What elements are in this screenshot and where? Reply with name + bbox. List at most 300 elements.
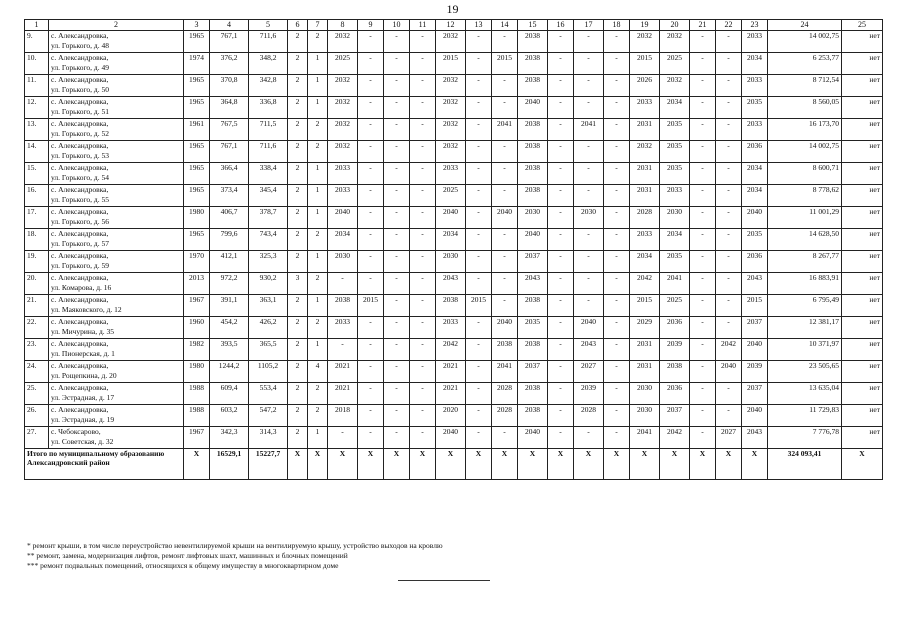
data-cell: 1965 <box>184 97 210 119</box>
data-cell: 2 <box>288 361 308 383</box>
data-cell: 412,1 <box>210 251 249 273</box>
data-cell: 1 <box>308 339 328 361</box>
cost-cell: 8 778,62 <box>768 185 842 207</box>
data-cell: 345,4 <box>249 185 288 207</box>
data-cell: 2032 <box>436 75 466 97</box>
data-cell: - <box>604 273 630 295</box>
data-cell: 1961 <box>184 119 210 141</box>
data-cell: - <box>604 295 630 317</box>
data-cell: - <box>410 97 436 119</box>
data-cell: 2028 <box>630 207 660 229</box>
data-cell: - <box>604 339 630 361</box>
data-cell: - <box>384 141 410 163</box>
data-cell: - <box>716 97 742 119</box>
data-cell: 1 <box>308 295 328 317</box>
data-cell: 2041 <box>492 119 518 141</box>
data-cell: - <box>690 361 716 383</box>
address-line: с. Александровка, <box>51 405 109 414</box>
data-cell: - <box>384 207 410 229</box>
data-cell: - <box>690 295 716 317</box>
data-cell: - <box>548 361 574 383</box>
data-cell: 2038 <box>518 119 548 141</box>
data-cell: 342,8 <box>249 75 288 97</box>
status-cell: нет <box>842 97 883 119</box>
data-cell: - <box>410 427 436 449</box>
column-number: 12 <box>436 20 466 31</box>
data-cell: 2043 <box>742 273 768 295</box>
status-cell: нет <box>842 361 883 383</box>
data-cell: 366,4 <box>210 163 249 185</box>
data-cell: - <box>690 405 716 427</box>
data-cell: - <box>466 383 492 405</box>
data-cell: - <box>410 207 436 229</box>
cost-cell: 10 371,97 <box>768 339 842 361</box>
data-cell: 1967 <box>184 295 210 317</box>
row-number: 19. <box>25 251 49 273</box>
data-cell: - <box>358 339 384 361</box>
footnote-basements: *** ремонт подвальных помещений, относящихся к общему имуществу в многоквартирном доме <box>27 561 339 570</box>
total-cell: Х <box>660 449 690 480</box>
address-line: ул. Горького, д. 48 <box>51 41 109 50</box>
data-cell: 2034 <box>660 229 690 251</box>
address-cell <box>49 97 184 119</box>
row-number: 9. <box>25 31 49 53</box>
data-cell: - <box>574 185 604 207</box>
data-cell: 2034 <box>660 97 690 119</box>
data-cell: 1965 <box>184 141 210 163</box>
data-cell: - <box>384 163 410 185</box>
data-cell: - <box>384 317 410 339</box>
data-cell: 2040 <box>328 207 358 229</box>
address-cell <box>49 405 184 427</box>
data-cell: 2030 <box>574 207 604 229</box>
row-number: 15. <box>25 163 49 185</box>
page-number: 19 <box>446 2 459 16</box>
data-cell: 767,1 <box>210 31 249 53</box>
data-cell: - <box>548 31 574 53</box>
data-cell: - <box>384 251 410 273</box>
data-cell: - <box>358 53 384 75</box>
data-cell: - <box>574 75 604 97</box>
column-number: 16 <box>548 20 574 31</box>
cost-cell: 23 505,65 <box>768 361 842 383</box>
data-cell: 2015 <box>436 53 466 75</box>
data-cell: - <box>604 53 630 75</box>
data-cell: 2021 <box>328 361 358 383</box>
data-cell: 1980 <box>184 361 210 383</box>
data-cell: - <box>466 31 492 53</box>
data-cell: - <box>358 97 384 119</box>
row-number: 13. <box>25 119 49 141</box>
column-number: 6 <box>288 20 308 31</box>
data-cell: - <box>690 229 716 251</box>
data-cell: - <box>466 339 492 361</box>
data-cell: 2031 <box>630 163 660 185</box>
total-cell: Х <box>328 449 358 480</box>
total-cell: Х <box>308 449 328 480</box>
data-cell: 743,4 <box>249 229 288 251</box>
data-cell: - <box>358 317 384 339</box>
cost-cell: 16 883,91 <box>768 273 842 295</box>
data-cell: - <box>492 229 518 251</box>
data-cell: - <box>716 75 742 97</box>
data-cell: 1965 <box>184 75 210 97</box>
data-cell: 2033 <box>328 163 358 185</box>
data-cell: 2038 <box>436 295 466 317</box>
data-cell: - <box>384 273 410 295</box>
data-cell: 767,5 <box>210 119 249 141</box>
address-line: ул. Горького, д. 59 <box>51 261 109 270</box>
data-cell: - <box>548 383 574 405</box>
data-cell: 1965 <box>184 163 210 185</box>
column-number: 10 <box>384 20 410 31</box>
address-line: ул. Горького, д. 57 <box>51 239 109 248</box>
data-cell: 2034 <box>630 251 660 273</box>
data-cell: 2038 <box>518 339 548 361</box>
data-cell: 2032 <box>436 119 466 141</box>
data-cell: - <box>604 361 630 383</box>
data-cell: - <box>574 427 604 449</box>
data-cell: 2040 <box>436 427 466 449</box>
data-cell: - <box>358 207 384 229</box>
total-cell: Х <box>384 449 410 480</box>
data-cell: - <box>384 97 410 119</box>
data-cell: 2021 <box>328 383 358 405</box>
data-cell: - <box>466 75 492 97</box>
total-cell: 324 093,41 <box>768 449 842 480</box>
status-cell: нет <box>842 295 883 317</box>
total-cell: Х <box>410 449 436 480</box>
status-cell: нет <box>842 31 883 53</box>
data-cell: 2030 <box>518 207 548 229</box>
data-cell: 1 <box>308 427 328 449</box>
address-cell <box>49 141 184 163</box>
total-cell: Х <box>492 449 518 480</box>
data-cell: 1980 <box>184 207 210 229</box>
data-cell: - <box>410 31 436 53</box>
row-number: 22. <box>25 317 49 339</box>
data-cell: - <box>358 141 384 163</box>
table-row <box>25 273 883 295</box>
data-cell: - <box>492 251 518 273</box>
table-row <box>25 97 883 119</box>
data-cell: 2039 <box>742 361 768 383</box>
data-cell: - <box>384 427 410 449</box>
row-number: 11. <box>25 75 49 97</box>
data-cell: - <box>604 75 630 97</box>
data-cell: - <box>690 383 716 405</box>
data-cell: 2040 <box>742 405 768 427</box>
data-cell: - <box>466 163 492 185</box>
data-cell: - <box>690 273 716 295</box>
data-cell: - <box>690 207 716 229</box>
data-cell: 2037 <box>660 405 690 427</box>
data-cell: 2032 <box>328 31 358 53</box>
total-cell: Х <box>436 449 466 480</box>
total-cell: Х <box>518 449 548 480</box>
data-cell: 2 <box>288 53 308 75</box>
data-cell: - <box>410 383 436 405</box>
data-cell: - <box>358 185 384 207</box>
data-cell: 1970 <box>184 251 210 273</box>
data-cell: 2032 <box>328 97 358 119</box>
data-cell: 2015 <box>492 53 518 75</box>
data-cell: 2040 <box>518 97 548 119</box>
address-cell <box>49 339 184 361</box>
data-cell: 1982 <box>184 339 210 361</box>
status-cell: нет <box>842 383 883 405</box>
data-cell: 2025 <box>660 53 690 75</box>
data-cell: - <box>548 251 574 273</box>
data-cell: - <box>716 207 742 229</box>
data-cell: - <box>492 295 518 317</box>
data-cell: - <box>384 53 410 75</box>
data-cell: - <box>548 163 574 185</box>
status-cell: нет <box>842 427 883 449</box>
data-cell: 1 <box>308 53 328 75</box>
data-cell: 2033 <box>630 97 660 119</box>
separator-line <box>398 580 490 581</box>
data-cell: - <box>410 405 436 427</box>
row-number: 16. <box>25 185 49 207</box>
data-cell: - <box>716 163 742 185</box>
status-cell: нет <box>842 53 883 75</box>
data-cell: 2 <box>288 141 308 163</box>
data-cell: - <box>384 119 410 141</box>
data-cell: - <box>384 229 410 251</box>
data-cell: - <box>716 31 742 53</box>
address-cell <box>49 427 184 449</box>
data-cell: - <box>410 163 436 185</box>
address-line: с. Александровка, <box>51 229 109 238</box>
data-cell: 2032 <box>630 141 660 163</box>
data-cell: 373,4 <box>210 185 249 207</box>
data-cell: - <box>410 75 436 97</box>
data-cell: - <box>384 383 410 405</box>
data-cell: - <box>410 251 436 273</box>
data-cell: 2033 <box>436 163 466 185</box>
data-cell: 2036 <box>660 317 690 339</box>
data-cell: - <box>716 53 742 75</box>
address-cell <box>49 383 184 405</box>
data-cell: 2041 <box>492 361 518 383</box>
data-cell: 2 <box>288 317 308 339</box>
status-cell: нет <box>842 339 883 361</box>
data-cell: 1960 <box>184 317 210 339</box>
data-cell: 378,7 <box>249 207 288 229</box>
table-row <box>25 207 883 229</box>
cost-cell: 14 002,75 <box>768 31 842 53</box>
data-cell: 325,3 <box>249 251 288 273</box>
total-cell: 15227,7 <box>249 449 288 480</box>
data-cell: - <box>358 251 384 273</box>
data-cell: 1988 <box>184 405 210 427</box>
data-cell: 2036 <box>742 251 768 273</box>
address-line: с. Александровка, <box>51 185 109 194</box>
data-cell: - <box>466 251 492 273</box>
data-cell: - <box>716 317 742 339</box>
data-cell: 2 <box>288 163 308 185</box>
data-cell: - <box>604 251 630 273</box>
data-cell: 2038 <box>660 361 690 383</box>
row-number: 18. <box>25 229 49 251</box>
data-cell: 454,2 <box>210 317 249 339</box>
data-cell: - <box>466 207 492 229</box>
data-cell: 2026 <box>630 75 660 97</box>
data-cell: 609,4 <box>210 383 249 405</box>
data-cell: 2043 <box>574 339 604 361</box>
table-row <box>25 339 883 361</box>
data-cell: 2033 <box>742 75 768 97</box>
address-line: ул. Горького, д. 49 <box>51 63 109 72</box>
total-cell: Х <box>716 449 742 480</box>
address-line: ул. Горького, д. 56 <box>51 217 109 226</box>
data-cell: 2 <box>288 207 308 229</box>
data-cell: 2035 <box>518 317 548 339</box>
total-cell: 16529,1 <box>210 449 249 480</box>
address-line: с. Чебоксарово, <box>51 427 101 436</box>
data-cell: 2039 <box>574 383 604 405</box>
table-row <box>25 405 883 427</box>
data-cell: 2038 <box>492 339 518 361</box>
data-cell: 2042 <box>436 339 466 361</box>
data-cell: 342,3 <box>210 427 249 449</box>
table-row <box>25 295 883 317</box>
data-cell: 799,6 <box>210 229 249 251</box>
data-cell: 2036 <box>742 141 768 163</box>
data-cell: - <box>690 163 716 185</box>
column-number: 2 <box>49 20 184 31</box>
data-cell: 1 <box>308 97 328 119</box>
data-cell: 376,2 <box>210 53 249 75</box>
column-number: 4 <box>210 20 249 31</box>
column-number: 5 <box>249 20 288 31</box>
data-cell: - <box>690 119 716 141</box>
data-cell: - <box>716 383 742 405</box>
row-number: 27. <box>25 427 49 449</box>
status-cell: нет <box>842 229 883 251</box>
address-line: ул. Мичурина, д. 35 <box>51 327 115 336</box>
data-cell: 2 <box>288 119 308 141</box>
data-cell: - <box>410 361 436 383</box>
data-cell: 2040 <box>436 207 466 229</box>
address-line: ул. Эстрадная, д. 17 <box>51 393 115 402</box>
table-row <box>25 251 883 273</box>
data-cell: - <box>384 185 410 207</box>
data-cell: 1105,2 <box>249 361 288 383</box>
data-cell: - <box>574 97 604 119</box>
data-cell: - <box>716 251 742 273</box>
data-cell: 2021 <box>436 383 466 405</box>
cost-cell: 12 381,17 <box>768 317 842 339</box>
address-line: с. Александровка, <box>51 339 109 348</box>
data-cell: 2025 <box>660 295 690 317</box>
data-cell: 711,5 <box>249 119 288 141</box>
address-line: с. Александровка, <box>51 97 109 106</box>
data-cell: 2038 <box>518 383 548 405</box>
data-cell: 2033 <box>328 317 358 339</box>
data-cell: - <box>492 185 518 207</box>
address-cell <box>49 207 184 229</box>
data-cell: - <box>548 141 574 163</box>
data-cell: - <box>690 75 716 97</box>
address-cell <box>49 31 184 53</box>
total-cell: Х <box>742 449 768 480</box>
table-row <box>25 31 883 53</box>
data-cell: 2020 <box>436 405 466 427</box>
data-cell: 2 <box>288 31 308 53</box>
data-cell: - <box>574 273 604 295</box>
data-cell: - <box>466 273 492 295</box>
data-cell: 2033 <box>328 185 358 207</box>
data-cell: - <box>384 361 410 383</box>
column-number: 24 <box>768 20 842 31</box>
cost-cell: 11 001,29 <box>768 207 842 229</box>
data-cell: - <box>410 339 436 361</box>
data-cell: 2031 <box>630 185 660 207</box>
row-number: 17. <box>25 207 49 229</box>
total-label: Итого по муниципальному образованию Александровский район <box>25 449 184 480</box>
data-cell: 3 <box>288 273 308 295</box>
total-row <box>25 449 883 480</box>
data-cell: - <box>548 119 574 141</box>
total-cell: Х <box>184 449 210 480</box>
column-number: 22 <box>716 20 742 31</box>
data-cell: - <box>716 405 742 427</box>
data-cell: - <box>466 119 492 141</box>
housing-repair-table <box>24 19 883 480</box>
data-cell: 2 <box>288 405 308 427</box>
data-cell: 2 <box>288 185 308 207</box>
table-row <box>25 141 883 163</box>
cost-cell: 6 253,77 <box>768 53 842 75</box>
data-cell: - <box>716 229 742 251</box>
data-cell: 2032 <box>436 141 466 163</box>
data-cell: 2030 <box>630 383 660 405</box>
data-cell: 2032 <box>630 31 660 53</box>
status-cell: нет <box>842 141 883 163</box>
column-number: 9 <box>358 20 384 31</box>
data-cell: 2040 <box>574 317 604 339</box>
data-cell: 2025 <box>436 185 466 207</box>
data-cell: 1 <box>308 185 328 207</box>
table-row <box>25 53 883 75</box>
data-cell: - <box>384 405 410 427</box>
data-cell: 2038 <box>518 295 548 317</box>
data-cell: 1965 <box>184 185 210 207</box>
data-cell: 2027 <box>716 427 742 449</box>
data-cell: 2015 <box>742 295 768 317</box>
data-cell: 1 <box>308 251 328 273</box>
address-line: с. Александровка, <box>51 273 109 282</box>
data-cell: - <box>358 361 384 383</box>
status-cell: нет <box>842 273 883 295</box>
data-cell: 2033 <box>630 229 660 251</box>
data-cell: 2041 <box>574 119 604 141</box>
data-cell: - <box>690 427 716 449</box>
data-cell: 2027 <box>574 361 604 383</box>
data-cell: 2043 <box>742 427 768 449</box>
data-cell: 2043 <box>518 273 548 295</box>
data-cell: 2 <box>308 31 328 53</box>
address-cell <box>49 185 184 207</box>
address-cell <box>49 317 184 339</box>
address-line: ул. Пионерская, д. 1 <box>51 349 115 358</box>
data-cell: - <box>410 273 436 295</box>
column-number: 18 <box>604 20 630 31</box>
data-cell: 603,2 <box>210 405 249 427</box>
data-cell: - <box>574 53 604 75</box>
